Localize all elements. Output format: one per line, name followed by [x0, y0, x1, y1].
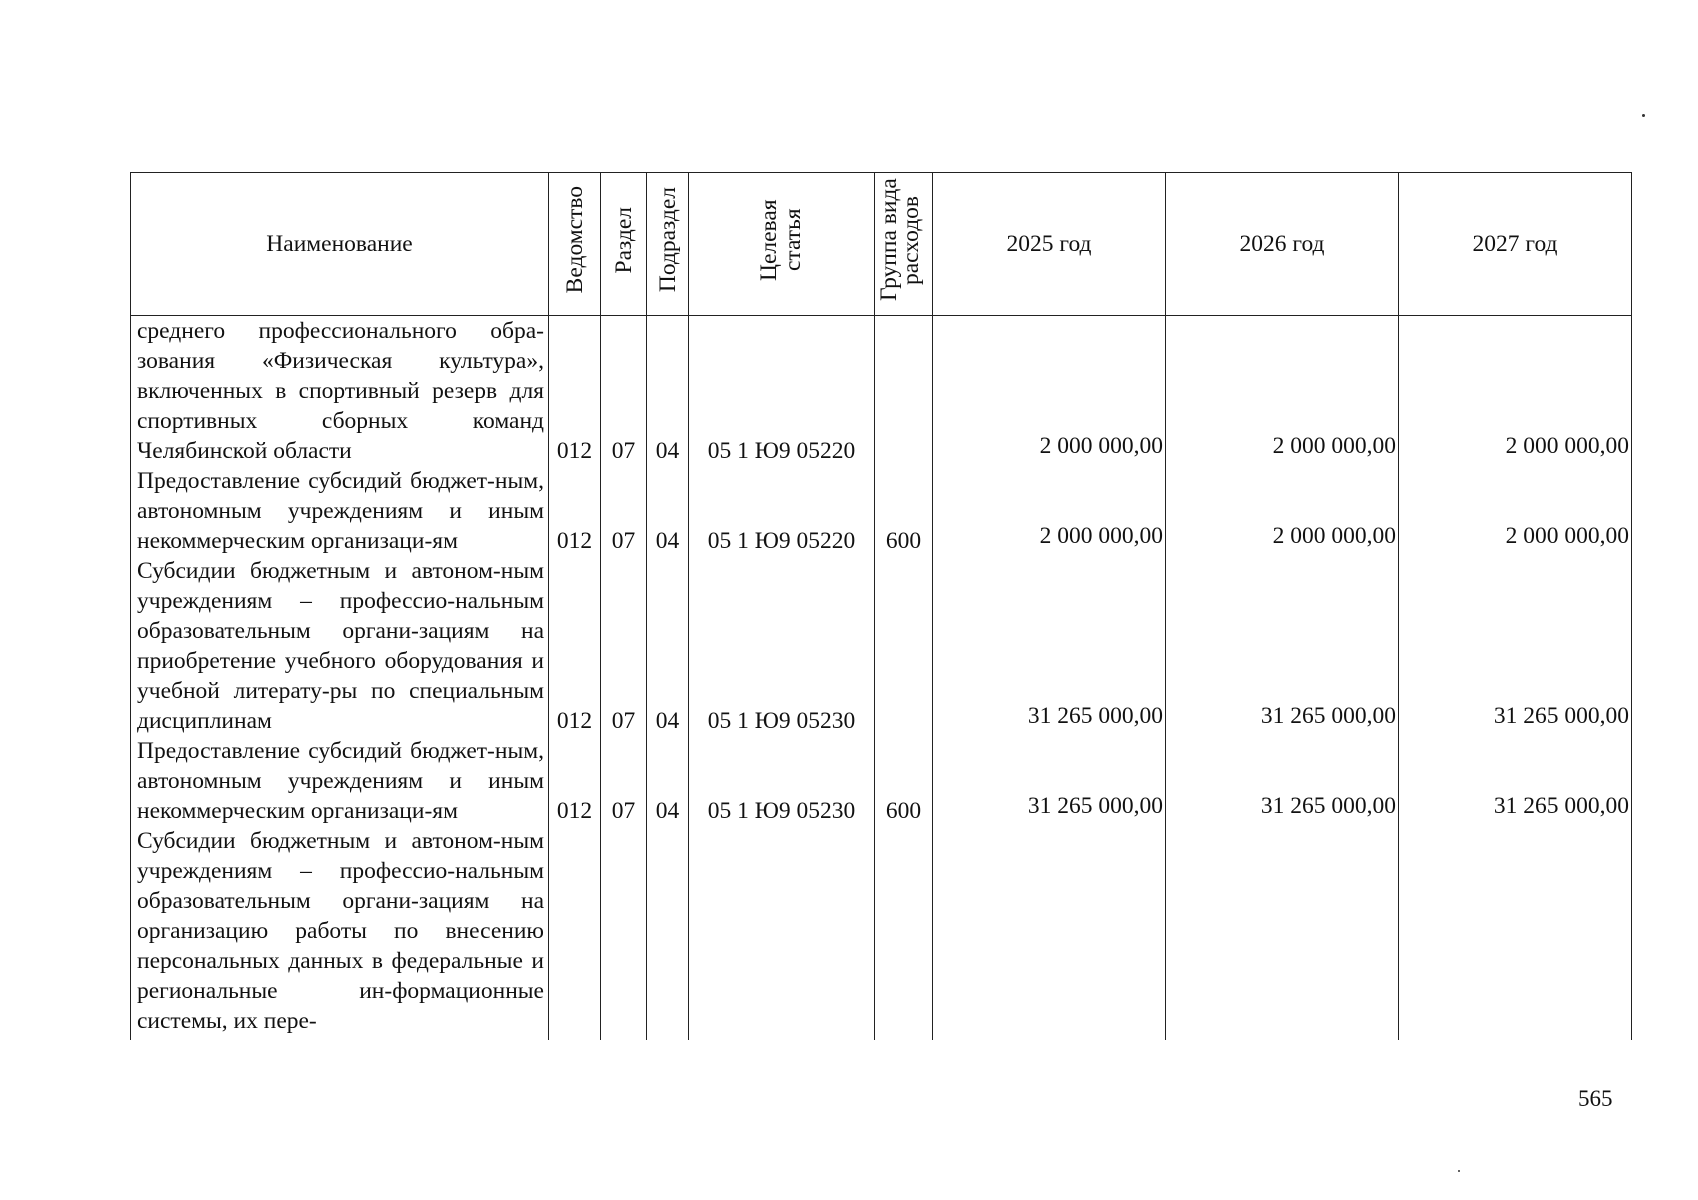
row-name: Субсидии бюджетным и автоном-ным учреждениям – профессио-нальным образовательным органи-зациям на приобретение учебного оборудования и учебной литерату-ры по специальным дисциплинам — [131, 556, 549, 736]
row-gruppa: 600 — [875, 466, 933, 556]
header-razdel: Раздел — [601, 173, 647, 316]
row-celevaya: 05 1 Ю9 05220 — [689, 466, 875, 556]
row-2026: 31 265 000,00 — [1166, 556, 1399, 736]
scan-speck — [1642, 114, 1645, 117]
header-podrazdel: Подраздел — [647, 173, 689, 316]
row-name: Субсидии бюджетным и автоном-ным учреждениям – профессио-нальным образовательным органи-зациям на организацию работы по внесению персональных данных в федеральные и региональные ин-формационные системы, их пере- — [131, 826, 549, 1040]
row-gruppa: 600 — [875, 736, 933, 826]
header-vedomstvo: Ведомство — [549, 173, 601, 316]
row-2026: 2 000 000,00 — [1166, 316, 1399, 467]
header-2025: 2025 год — [933, 173, 1166, 316]
row-celevaya: 05 1 Ю9 05230 — [689, 736, 875, 826]
row-gruppa — [875, 826, 933, 1040]
row-2026 — [1166, 826, 1399, 1040]
row-vedomstvo: 012 — [549, 466, 601, 556]
row-2025 — [933, 826, 1166, 1040]
table-row — [131, 826, 1632, 1040]
row-vedomstvo: 012 — [549, 736, 601, 826]
budget-table — [130, 172, 1632, 1040]
row-2026: 2 000 000,00 — [1166, 466, 1399, 556]
row-2025: 31 265 000,00 — [933, 736, 1166, 826]
row-name: среднего профессионального обра-зования «Физическая культура», включенных в спортивный резерв для спортивных сборных команд Челябинской области — [131, 316, 549, 467]
row-razdel: 07 — [601, 736, 647, 826]
row-2027: 31 265 000,00 — [1399, 556, 1632, 736]
row-celevaya: 05 1 Ю9 05220 — [689, 316, 875, 467]
header-celevaya: Целевая статья — [689, 173, 875, 316]
row-razdel — [601, 826, 647, 1040]
table-row — [131, 556, 1632, 736]
table-row — [131, 466, 1632, 556]
table-row — [131, 316, 1632, 467]
row-2027: 2 000 000,00 — [1399, 466, 1632, 556]
row-gruppa — [875, 556, 933, 736]
row-vedomstvo — [549, 826, 601, 1040]
row-razdel: 07 — [601, 316, 647, 467]
header-gruppa: Группа вида расходов — [875, 173, 933, 316]
header-name: Наименование — [131, 173, 549, 316]
row-name: Предоставление субсидий бюджет-ным, автономным учреждениям и иным некоммерческим организаци-ям — [131, 466, 549, 556]
row-2026: 31 265 000,00 — [1166, 736, 1399, 826]
row-2025: 31 265 000,00 — [933, 556, 1166, 736]
row-podrazdel: 04 — [647, 736, 689, 826]
row-razdel: 07 — [601, 466, 647, 556]
row-2027 — [1399, 826, 1632, 1040]
header-2027: 2027 год — [1399, 173, 1632, 316]
row-2027: 31 265 000,00 — [1399, 736, 1632, 826]
row-razdel: 07 — [601, 556, 647, 736]
row-podrazdel — [647, 826, 689, 1040]
row-2025: 2 000 000,00 — [933, 466, 1166, 556]
row-gruppa — [875, 316, 933, 467]
page-number: 565 — [1578, 1086, 1613, 1111]
table-row — [131, 736, 1632, 826]
header-2026: 2026 год — [1166, 173, 1399, 316]
table-header-row — [131, 173, 1632, 316]
row-podrazdel: 04 — [647, 556, 689, 736]
row-name: Предоставление субсидий бюджет-ным, автономным учреждениям и иным некоммерческим организаци-ям — [131, 736, 549, 826]
row-podrazdel: 04 — [647, 316, 689, 467]
scan-speck — [1458, 1170, 1460, 1172]
row-2025: 2 000 000,00 — [933, 316, 1166, 467]
row-vedomstvo: 012 — [549, 556, 601, 736]
row-celevaya: 05 1 Ю9 05230 — [689, 556, 875, 736]
row-podrazdel: 04 — [647, 466, 689, 556]
row-2027: 2 000 000,00 — [1399, 316, 1632, 467]
row-vedomstvo: 012 — [549, 316, 601, 467]
row-celevaya — [689, 826, 875, 1040]
